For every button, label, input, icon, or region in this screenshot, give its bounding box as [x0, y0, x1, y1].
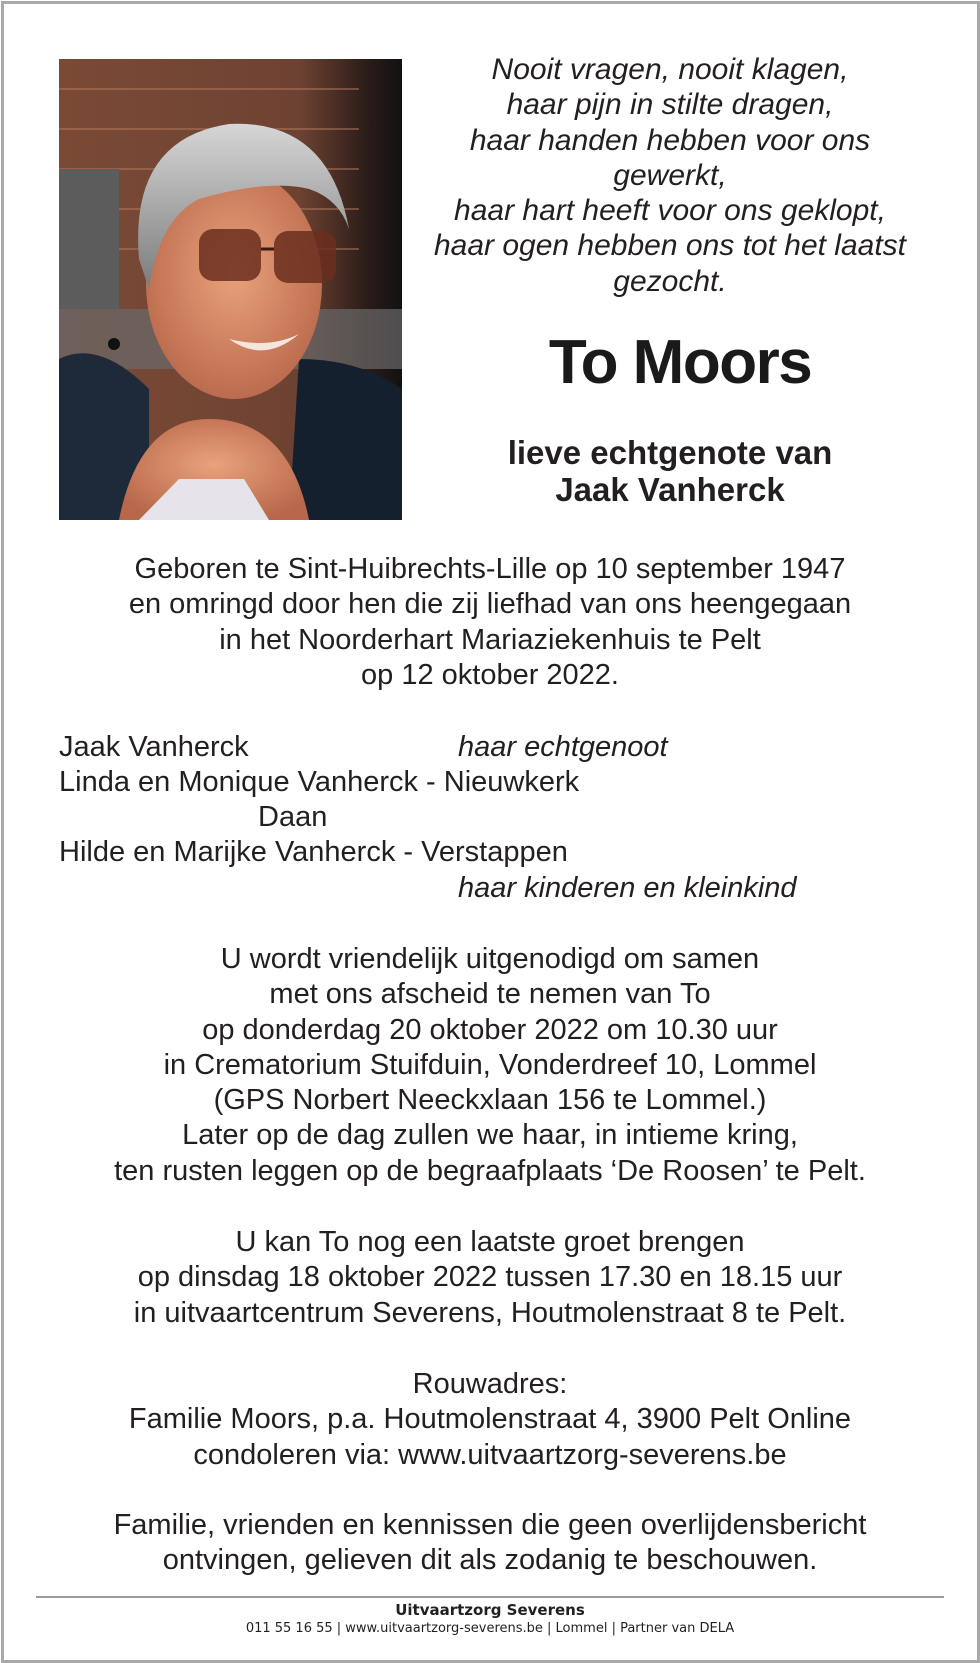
visitation-info [40, 1225, 940, 1331]
poem-line: Nooit vragen, nooit klagen, [491, 53, 849, 86]
spouse-line-1: lieve echtgenote van [507, 434, 833, 471]
notice-text [40, 1508, 940, 1579]
birth-death-info [40, 552, 940, 693]
info-line: ontvingen, gelieven dit als zodanig te beschouwen. [162, 1544, 818, 1577]
info-line: Geboren te Sint-Huibrechts-Lille op 10 september 1947 [134, 553, 846, 585]
poem-line: haar handen hebben voor ons [469, 123, 871, 157]
family-child-2: Hilde en Marijke Vanherck - Verstappen [59, 836, 568, 868]
info-line: in Crematorium Stuifduin, Vonderdreef 10, Lommel [163, 1048, 817, 1081]
info-line: en omringd door hen die zij liefhad van ons heengegaan [128, 588, 852, 621]
spouse-heading [410, 434, 930, 508]
info-line: U wordt vriendelijk uitgenodigd om samen [220, 943, 760, 975]
info-line: met ons afscheid te nemen van To [269, 978, 711, 1011]
info-line: in uitvaartcentrum Severens, Houtmolenstraat 8 te Pelt. [133, 1296, 847, 1329]
info-line: in het Noorderhart Mariaziekenhuis te Pelt [219, 623, 761, 656]
mourning-address [40, 1367, 940, 1473]
info-line: (GPS Norbert Neeckxlaan 156 te Lommel.) [213, 1084, 767, 1117]
spouse-line-2: Jaak Vanherck [555, 471, 785, 508]
footer-title: Uitvaartzorg Severens [395, 1601, 585, 1619]
info-line: op dinsdag 18 oktober 2022 tussen 17.30 en 18.15 uur [137, 1261, 843, 1294]
info-line: op 12 oktober 2022. [361, 658, 619, 691]
family-grandchild: Daan [258, 801, 328, 833]
poem-line: haar ogen hebben ons tot het laatst [433, 229, 907, 263]
info-line: condoleren via: www.uitvaartzorg-severens.be [193, 1438, 787, 1471]
portrait-photo-icon [59, 59, 402, 520]
family-child-1: Linda en Monique Vanherck - Nieuwkerk [59, 766, 580, 798]
portrait-photo [59, 59, 402, 520]
info-line: ten rusten leggen op de begraafplaats ‘De Roosen’ te Pelt. [114, 1154, 866, 1187]
family-husband-role: haar echtgenoot [458, 731, 668, 763]
info-line: Rouwadres: [412, 1368, 568, 1400]
footer-info: 011 55 16 55 | www.uitvaartzorg-severens.be | Lommel | Partner van DELA [245, 1621, 735, 1636]
info-line: Familie Moors, p.a. Houtmolenstraat 4, 3900 Pelt Online [128, 1403, 852, 1436]
info-line: Later op de dag zullen we haar, in intieme kring, [182, 1119, 798, 1152]
ceremony-info [40, 942, 940, 1189]
poem-line: haar hart heeft voor ons geklopt, [454, 194, 886, 228]
family-children-role: haar kinderen en kleinkind [458, 872, 797, 904]
info-line: Familie, vrienden en kennissen die geen overlijdensbericht [113, 1509, 867, 1541]
poem [410, 52, 930, 299]
info-line: U kan To nog een laatste groet brengen [235, 1226, 745, 1258]
poem-line: haar pijn in stilte dragen, [506, 88, 834, 122]
family-husband-name: Jaak Vanherck [59, 731, 249, 763]
poem-line: gewerkt, [613, 158, 727, 192]
info-line: op donderdag 20 oktober 2022 om 10.30 uur [202, 1013, 778, 1046]
footer-divider [36, 1596, 944, 1598]
poem-line: gezocht. [613, 264, 727, 298]
deceased-name: To Moors [548, 328, 812, 397]
